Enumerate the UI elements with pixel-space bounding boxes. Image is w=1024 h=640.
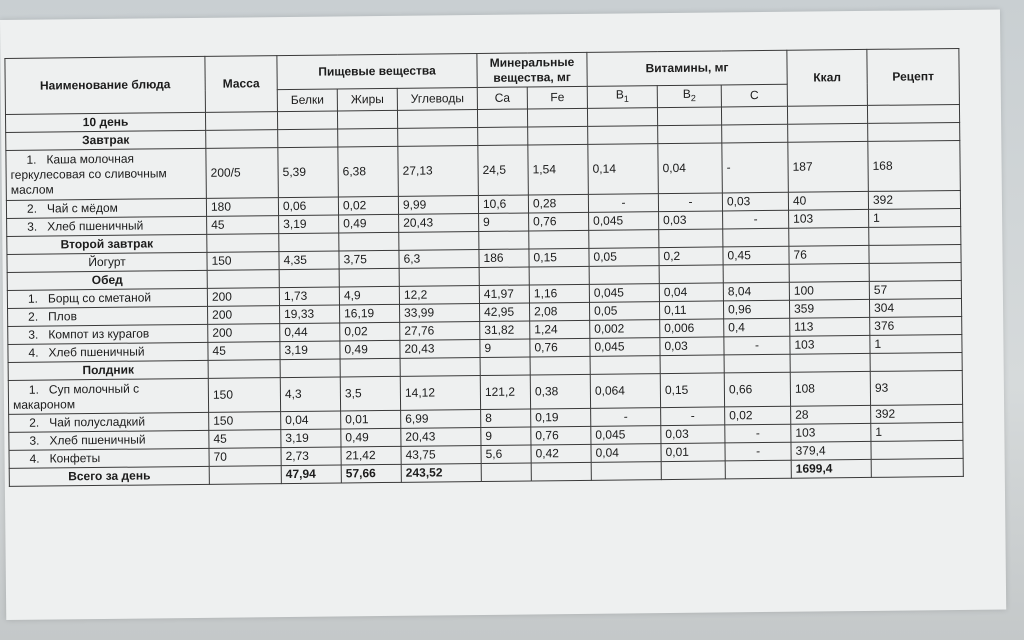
b2-cell: 0,11 bbox=[659, 301, 723, 320]
protein-cell: 0,04 bbox=[281, 411, 341, 430]
protein-cell: 3,19 bbox=[281, 429, 341, 448]
header-minerals: Минеральные вещества, мг bbox=[477, 52, 587, 87]
b2-cell: 0,03 bbox=[659, 211, 723, 230]
b2-cell: 0,03 bbox=[660, 337, 724, 356]
b1-cell: - bbox=[588, 194, 658, 213]
fat-cell: 21,42 bbox=[341, 447, 401, 466]
carbs-cell: 20,43 bbox=[400, 340, 480, 359]
carbs-cell: 12,2 bbox=[399, 286, 479, 305]
fat-cell: 0,02 bbox=[340, 323, 400, 342]
total-protein: 47,94 bbox=[281, 465, 341, 484]
c-cell: 8,04 bbox=[723, 283, 789, 302]
fe-cell: 0,76 bbox=[529, 213, 589, 232]
fe-cell: 1,24 bbox=[530, 321, 590, 340]
dish-name: 2. Чай с мёдом bbox=[6, 199, 206, 219]
dish-name: 3. Компот из курагов bbox=[8, 325, 208, 345]
c-cell: 0,02 bbox=[725, 407, 791, 426]
mass-cell: 45 bbox=[207, 216, 279, 235]
c-cell: - bbox=[723, 211, 789, 230]
kcal-cell: 108 bbox=[790, 372, 870, 407]
b2-cell: 0,15 bbox=[660, 373, 724, 408]
b1-cell: 0,002 bbox=[590, 320, 660, 339]
carbs-cell: 6,3 bbox=[399, 250, 479, 269]
ca-cell: 41,97 bbox=[479, 285, 529, 304]
kcal-cell: 103 bbox=[790, 336, 870, 355]
protein-cell: 4,35 bbox=[279, 251, 339, 270]
b2-cell: 0,01 bbox=[661, 443, 725, 462]
section-label: Второй завтрак bbox=[7, 235, 207, 255]
header-fat: Жиры bbox=[337, 88, 397, 111]
carbs-cell: 43,75 bbox=[401, 446, 481, 465]
fe-cell: 0,38 bbox=[530, 375, 590, 410]
carbs-cell: 20,43 bbox=[399, 214, 479, 233]
b2-cell: 0,04 bbox=[659, 283, 723, 302]
b2-sub: 2 bbox=[690, 93, 696, 104]
fat-cell: 3,75 bbox=[339, 251, 399, 270]
recipe-cell: 57 bbox=[869, 281, 961, 300]
protein-cell: 19,33 bbox=[280, 305, 340, 324]
carbs-cell: 20,43 bbox=[401, 428, 481, 447]
kcal-cell: 28 bbox=[791, 406, 871, 425]
dish-name: 1. Каша молочная геркулесовая со сливочным маслом bbox=[6, 149, 207, 201]
fe-cell: 0,42 bbox=[531, 445, 591, 464]
fe-cell: 0,28 bbox=[528, 195, 588, 214]
b2-cell: - bbox=[661, 407, 725, 426]
b1-cell: - bbox=[591, 408, 661, 427]
section-label: Полдник bbox=[8, 361, 208, 381]
fat-cell: 0,01 bbox=[341, 411, 401, 430]
header-fe: Fe bbox=[527, 86, 587, 109]
kcal-cell: 103 bbox=[791, 424, 871, 443]
section-label: Обед bbox=[7, 271, 207, 291]
fe-cell: 1,16 bbox=[529, 285, 589, 304]
dish-name: 1. Суп молочный с макароном bbox=[8, 379, 208, 415]
b2-cell: 0,04 bbox=[658, 143, 723, 194]
header-c: C bbox=[721, 84, 787, 107]
ca-cell: 9 bbox=[479, 213, 529, 232]
b1-cell: 0,045 bbox=[591, 426, 661, 445]
fe-cell: 2,08 bbox=[529, 303, 589, 322]
protein-cell: 5,39 bbox=[278, 147, 339, 198]
c-cell: 0,4 bbox=[724, 319, 790, 338]
recipe-cell bbox=[871, 441, 963, 460]
recipe-cell: 392 bbox=[868, 191, 960, 210]
kcal-cell: 103 bbox=[789, 210, 869, 229]
fat-cell: 0,49 bbox=[341, 429, 401, 448]
kcal-cell: 113 bbox=[790, 318, 870, 337]
recipe-cell: 93 bbox=[870, 371, 962, 406]
recipe-cell: 1 bbox=[871, 423, 963, 442]
header-b1 bbox=[587, 86, 657, 109]
paper-sheet bbox=[0, 10, 1006, 620]
ca-cell: 9 bbox=[481, 427, 531, 446]
fat-cell: 0,49 bbox=[340, 341, 400, 360]
recipe-cell: 392 bbox=[871, 405, 963, 424]
totals-label: Всего за день bbox=[9, 467, 209, 487]
b1-cell: 0,05 bbox=[589, 248, 659, 267]
ca-cell: 5,6 bbox=[481, 445, 531, 464]
dish-name: 1. Борщ со сметаной bbox=[7, 289, 207, 309]
header-mass: Масса bbox=[205, 56, 278, 113]
header-kcal: Ккал bbox=[787, 49, 868, 106]
kcal-snack-cell: 379,4 bbox=[791, 442, 871, 461]
ca-cell: 24,5 bbox=[478, 145, 529, 196]
fe-cell: 0,19 bbox=[531, 409, 591, 428]
fe-cell: 0,76 bbox=[531, 427, 591, 446]
ca-cell: 42,95 bbox=[479, 303, 529, 322]
ca-cell: 31,82 bbox=[480, 321, 530, 340]
header-vitamins: Витамины, мг bbox=[587, 50, 787, 86]
fat-cell: 3,5 bbox=[340, 377, 400, 412]
c-cell: - bbox=[725, 443, 791, 462]
kcal-cell: 40 bbox=[788, 192, 868, 211]
dish-name: 4. Хлеб пшеничный bbox=[8, 343, 208, 363]
carbs-cell: 9,99 bbox=[398, 196, 478, 215]
mass-cell: 200 bbox=[208, 324, 280, 343]
ca-cell: 186 bbox=[479, 249, 529, 268]
carbs-cell: 14,12 bbox=[400, 376, 480, 411]
b2-cell: 0,006 bbox=[660, 319, 724, 338]
recipe-cell: 304 bbox=[869, 299, 961, 318]
total-kcal: 1699,4 bbox=[791, 460, 871, 479]
total-carbs: 243,52 bbox=[401, 464, 481, 483]
b2-cell: - bbox=[658, 193, 722, 212]
b1-sub: 1 bbox=[623, 93, 629, 104]
header-recipe: Рецепт bbox=[867, 48, 960, 105]
c-cell: 0,96 bbox=[723, 301, 789, 320]
ca-cell: 10,6 bbox=[478, 195, 528, 214]
protein-cell: 1,73 bbox=[279, 287, 339, 306]
kcal-cell: 359 bbox=[789, 300, 869, 319]
protein-cell: 0,44 bbox=[280, 323, 340, 342]
dish-name: 3. Хлеб пшеничный bbox=[7, 217, 207, 237]
fat-cell: 6,38 bbox=[338, 147, 399, 198]
c-cell: 0,45 bbox=[723, 247, 789, 266]
dish-name: 3. Хлеб пшеничный bbox=[9, 431, 209, 451]
ca-cell: 9 bbox=[480, 339, 530, 358]
c-cell: - bbox=[724, 337, 790, 356]
mass-cell: 45 bbox=[209, 430, 281, 449]
dish-name: 2. Чай полусладкий bbox=[9, 413, 209, 433]
mass-cell: 150 bbox=[208, 378, 280, 413]
total-fat: 57,66 bbox=[341, 465, 401, 484]
mass-cell: 45 bbox=[208, 342, 280, 361]
section-label: Завтрак bbox=[6, 131, 206, 151]
c-cell: - bbox=[722, 143, 789, 194]
fat-cell: 0,02 bbox=[338, 197, 398, 216]
menu-table bbox=[4, 48, 963, 487]
mass-cell: 70 bbox=[209, 448, 281, 467]
c-cell: - bbox=[725, 425, 791, 444]
mass-cell: 200 bbox=[207, 288, 279, 307]
b1-cell: 0,14 bbox=[588, 144, 659, 195]
header-row bbox=[5, 48, 959, 92]
fat-cell: 4,9 bbox=[339, 287, 399, 306]
b1-cell: 0,045 bbox=[589, 212, 659, 231]
recipe-cell: 376 bbox=[870, 317, 962, 336]
c-cell: 0,03 bbox=[722, 193, 788, 212]
b1-cell: 0,045 bbox=[589, 284, 659, 303]
carbs-cell: 6,99 bbox=[401, 410, 481, 429]
recipe-cell: 1 bbox=[869, 209, 961, 228]
fat-cell: 16,19 bbox=[340, 305, 400, 324]
header-nutrients: Пищевые вещества bbox=[277, 54, 477, 90]
kcal-cell: 187 bbox=[788, 142, 869, 193]
carbs-cell: 33,99 bbox=[400, 304, 480, 323]
fe-cell: 1,54 bbox=[528, 145, 589, 196]
recipe-cell: 168 bbox=[868, 141, 961, 192]
recipe-cell: 1 bbox=[870, 335, 962, 354]
ca-cell: 121,2 bbox=[480, 375, 530, 410]
mass-cell: 150 bbox=[209, 412, 281, 431]
protein-cell: 3,19 bbox=[279, 215, 339, 234]
b1-cell: 0,05 bbox=[589, 302, 659, 321]
header-protein: Белки bbox=[277, 89, 337, 112]
protein-cell: 4,3 bbox=[280, 377, 340, 412]
mass-cell: 150 bbox=[207, 252, 279, 271]
b2-cell: 0,2 bbox=[659, 247, 723, 266]
day-label: 10 день bbox=[5, 113, 205, 133]
fat-cell: 0,49 bbox=[339, 215, 399, 234]
ca-cell: 8 bbox=[481, 409, 531, 428]
protein-cell: 3,19 bbox=[280, 341, 340, 360]
kcal-cell: 76 bbox=[789, 246, 869, 265]
b1-letter: B bbox=[615, 87, 624, 102]
fe-cell: 0,76 bbox=[530, 339, 590, 358]
recipe-cell bbox=[869, 245, 961, 264]
dish-name: Йогурт bbox=[7, 253, 207, 273]
header-name: Наименование блюда bbox=[5, 56, 206, 114]
fe-cell: 0,15 bbox=[529, 249, 589, 268]
mass-cell: 200 bbox=[208, 306, 280, 325]
protein-cell: 0,06 bbox=[278, 197, 338, 216]
mass-cell: 180 bbox=[206, 198, 278, 217]
mass-cell: 200/5 bbox=[206, 148, 279, 199]
header-ca: Ca bbox=[477, 87, 527, 110]
protein-cell: 2,73 bbox=[281, 447, 341, 466]
c-cell: 0,66 bbox=[724, 373, 790, 408]
b2-cell: 0,03 bbox=[661, 425, 725, 444]
kcal-cell: 100 bbox=[789, 282, 869, 301]
b1-cell: 0,064 bbox=[590, 374, 660, 409]
header-carbs: Углеводы bbox=[397, 88, 477, 111]
carbs-cell: 27,76 bbox=[400, 322, 480, 341]
dish-name: 4. Конфеты bbox=[9, 449, 209, 469]
header-b2 bbox=[657, 85, 721, 108]
b2-letter: B bbox=[682, 86, 691, 101]
b1-cell: 0,04 bbox=[591, 444, 661, 463]
carbs-cell: 27,13 bbox=[398, 146, 479, 197]
dish-name: 2. Плов bbox=[8, 307, 208, 327]
b1-cell: 0,045 bbox=[590, 338, 660, 357]
